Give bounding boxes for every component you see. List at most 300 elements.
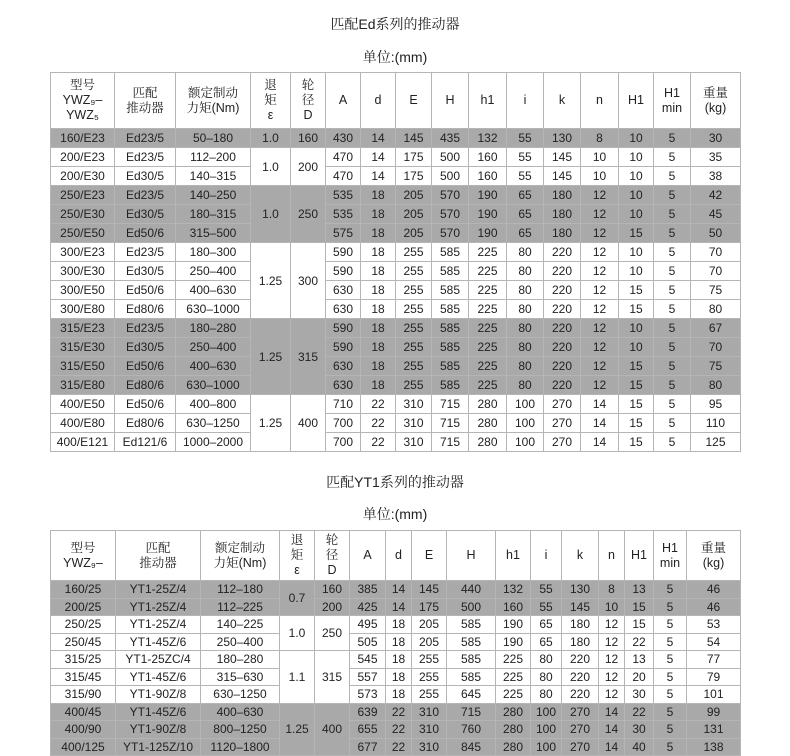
cell-n: 10 <box>581 167 619 186</box>
cell-model: 315/E50 <box>51 357 115 376</box>
cell-k: 180 <box>562 633 599 651</box>
cell-H: 585 <box>432 338 469 357</box>
cell-actuator: Ed50/6 <box>115 281 176 300</box>
cell-h1: 190 <box>469 205 507 224</box>
cell-k: 220 <box>544 357 581 376</box>
cell-H1: 10 <box>619 262 654 281</box>
cell-actuator: Ed30/5 <box>115 338 176 357</box>
cell-E: 310 <box>396 414 432 433</box>
cell-torque: 112–180 <box>201 581 280 599</box>
table-row <box>51 633 741 651</box>
cell-H: 715 <box>432 395 469 414</box>
cell-i: 100 <box>531 721 562 739</box>
cell-i: 80 <box>507 300 544 319</box>
cell-model: 315/E23 <box>51 319 115 338</box>
header-E: E <box>412 531 447 581</box>
cell-i: 65 <box>507 186 544 205</box>
cell-i: 55 <box>531 598 562 616</box>
header-D: 轮 径 D <box>291 73 326 129</box>
cell-H1: 22 <box>625 633 654 651</box>
cell-k: 220 <box>544 376 581 395</box>
cell-k: 270 <box>562 721 599 739</box>
cell-weight: 30 <box>691 129 741 148</box>
cell-i: 80 <box>507 262 544 281</box>
header-actuator: 匹配 推动器 <box>115 73 176 129</box>
cell-weight: 75 <box>691 281 741 300</box>
cell-weight: 70 <box>691 338 741 357</box>
cell-i: 55 <box>507 129 544 148</box>
cell-actuator: Ed50/6 <box>115 395 176 414</box>
cell-h1: 225 <box>469 376 507 395</box>
ed-actuator-spec-table <box>50 72 741 452</box>
cell-n: 12 <box>581 205 619 224</box>
cell-i: 80 <box>507 319 544 338</box>
cell-model: 200/E30 <box>51 167 115 186</box>
table-row <box>51 395 741 414</box>
cell-k: 145 <box>544 167 581 186</box>
cell-torque: 400–800 <box>176 395 251 414</box>
cell-D: 160 <box>315 581 350 599</box>
cell-actuator: Ed23/5 <box>115 148 176 167</box>
cell-k: 145 <box>562 598 599 616</box>
cell-k: 130 <box>562 581 599 599</box>
cell-weight: 79 <box>687 668 741 686</box>
cell-d: 18 <box>361 205 396 224</box>
cell-torque: 140–315 <box>176 167 251 186</box>
cell-H1: 40 <box>625 738 654 756</box>
cell-weight: 50 <box>691 224 741 243</box>
table-row <box>51 581 741 599</box>
cell-weight: 67 <box>691 319 741 338</box>
cell-H1-min: 5 <box>654 338 691 357</box>
cell-H1-min: 5 <box>654 224 691 243</box>
cell-torque: 315–630 <box>201 668 280 686</box>
cell-A: 630 <box>326 357 361 376</box>
cell-torque: 140–225 <box>201 616 280 634</box>
cell-H: 585 <box>432 319 469 338</box>
cell-model: 315/45 <box>51 668 116 686</box>
cell-k: 220 <box>544 243 581 262</box>
header-model: 型号 YWZ₉– <box>51 531 116 581</box>
cell-H1-min: 5 <box>654 281 691 300</box>
cell-h1: 225 <box>469 319 507 338</box>
cell-h1: 280 <box>469 395 507 414</box>
cell-H1: 22 <box>625 703 654 721</box>
cell-E: 255 <box>396 243 432 262</box>
cell-h1: 225 <box>469 300 507 319</box>
cell-h1: 132 <box>496 581 531 599</box>
cell-E: 175 <box>396 167 432 186</box>
cell-A: 630 <box>326 300 361 319</box>
cell-d: 14 <box>386 581 412 599</box>
cell-H: 585 <box>432 357 469 376</box>
cell-H1-min: 5 <box>654 186 691 205</box>
cell-torque: 630–1250 <box>201 686 280 704</box>
cell-actuator: Ed30/5 <box>115 205 176 224</box>
cell-i: 65 <box>531 633 562 651</box>
cell-D: 315 <box>315 651 350 704</box>
cell-D: 400 <box>291 395 326 452</box>
cell-actuator: YT1-25Z/4 <box>116 616 201 634</box>
cell-k: 270 <box>562 703 599 721</box>
cell-i: 80 <box>531 668 562 686</box>
cell-H1: 30 <box>625 686 654 704</box>
cell-h1: 160 <box>496 598 531 616</box>
cell-n: 12 <box>581 357 619 376</box>
cell-model: 300/E23 <box>51 243 115 262</box>
header-n: n <box>599 531 625 581</box>
header-D: 轮 径 D <box>315 531 350 581</box>
cell-E: 205 <box>412 633 447 651</box>
cell-k: 220 <box>562 668 599 686</box>
cell-eps: 1.0 <box>251 148 291 186</box>
cell-weight: 101 <box>687 686 741 704</box>
table-row <box>51 616 741 634</box>
cell-E: 310 <box>396 433 432 452</box>
cell-k: 220 <box>544 319 581 338</box>
header-A: A <box>326 73 361 129</box>
cell-H: 435 <box>432 129 469 148</box>
cell-weight: 70 <box>691 262 741 281</box>
cell-A: 545 <box>350 651 386 669</box>
cell-h1: 225 <box>469 281 507 300</box>
cell-weight: 75 <box>691 357 741 376</box>
cell-weight: 46 <box>687 598 741 616</box>
cell-i: 80 <box>507 281 544 300</box>
cell-n: 8 <box>599 581 625 599</box>
cell-E: 310 <box>396 395 432 414</box>
cell-k: 180 <box>562 616 599 634</box>
cell-actuator: Ed30/5 <box>115 262 176 281</box>
cell-eps: 1.25 <box>280 703 315 756</box>
cell-A: 470 <box>326 167 361 186</box>
header-row <box>51 73 741 129</box>
table-row <box>51 686 741 704</box>
cell-H: 585 <box>432 262 469 281</box>
cell-H: 845 <box>447 738 496 756</box>
cell-H: 440 <box>447 581 496 599</box>
cell-i: 80 <box>531 651 562 669</box>
header-eps: 退 矩 ε <box>251 73 291 129</box>
cell-actuator: Ed121/6 <box>115 433 176 452</box>
cell-i: 55 <box>507 148 544 167</box>
cell-k: 220 <box>544 300 581 319</box>
cell-k: 130 <box>544 129 581 148</box>
cell-H1-min: 5 <box>654 703 687 721</box>
cell-E: 205 <box>412 616 447 634</box>
cell-eps: 1.0 <box>251 129 291 148</box>
cell-H1: 10 <box>619 186 654 205</box>
cell-H1-min: 5 <box>654 738 687 756</box>
cell-actuator: YT1-45Z/6 <box>116 703 201 721</box>
cell-A: 639 <box>350 703 386 721</box>
cell-weight: 35 <box>691 148 741 167</box>
cell-H: 645 <box>447 686 496 704</box>
cell-n: 14 <box>599 721 625 739</box>
cell-H: 585 <box>432 300 469 319</box>
cell-A: 590 <box>326 262 361 281</box>
cell-A: 590 <box>326 338 361 357</box>
cell-h1: 280 <box>469 433 507 452</box>
table-row <box>51 721 741 739</box>
cell-A: 495 <box>350 616 386 634</box>
table-row <box>51 651 741 669</box>
header-H1: H1 <box>625 531 654 581</box>
cell-H1: 10 <box>619 338 654 357</box>
cell-i: 100 <box>531 738 562 756</box>
header-actuator: 匹配 推动器 <box>116 531 201 581</box>
cell-k: 220 <box>544 281 581 300</box>
header-i: i <box>531 531 562 581</box>
yt1-actuator-spec-table <box>50 530 741 756</box>
cell-n: 12 <box>599 633 625 651</box>
cell-H1: 13 <box>625 581 654 599</box>
cell-H1-min: 5 <box>654 357 691 376</box>
cell-model: 200/25 <box>51 598 116 616</box>
cell-H1-min: 5 <box>654 300 691 319</box>
cell-actuator: Ed80/6 <box>115 376 176 395</box>
cell-d: 18 <box>361 186 396 205</box>
cell-torque: 630–1000 <box>176 300 251 319</box>
cell-model: 250/E50 <box>51 224 115 243</box>
cell-torque: 50–180 <box>176 129 251 148</box>
cell-h1: 225 <box>469 357 507 376</box>
cell-torque: 315–500 <box>176 224 251 243</box>
cell-H: 715 <box>432 414 469 433</box>
header-A: A <box>350 531 386 581</box>
cell-H: 585 <box>447 651 496 669</box>
cell-H: 585 <box>447 633 496 651</box>
cell-torque: 180–280 <box>176 319 251 338</box>
cell-d: 14 <box>386 598 412 616</box>
header-H: H <box>447 531 496 581</box>
cell-weight: 110 <box>691 414 741 433</box>
cell-k: 270 <box>544 395 581 414</box>
cell-model: 400/125 <box>51 738 116 756</box>
cell-model: 200/E23 <box>51 148 115 167</box>
cell-torque: 1000–2000 <box>176 433 251 452</box>
cell-H1-min: 5 <box>654 129 691 148</box>
cell-model: 250/45 <box>51 633 116 651</box>
cell-d: 18 <box>361 224 396 243</box>
header-eps: 退 矩 ε <box>280 531 315 581</box>
table-row <box>51 243 741 262</box>
cell-torque: 250–400 <box>176 262 251 281</box>
cell-H1: 15 <box>619 224 654 243</box>
cell-E: 255 <box>412 686 447 704</box>
table-row <box>51 319 741 338</box>
cell-E: 175 <box>396 148 432 167</box>
cell-weight: 38 <box>691 167 741 186</box>
cell-d: 18 <box>386 686 412 704</box>
cell-n: 14 <box>581 414 619 433</box>
cell-h1: 132 <box>469 129 507 148</box>
cell-d: 22 <box>361 395 396 414</box>
cell-E: 310 <box>412 721 447 739</box>
cell-E: 255 <box>396 281 432 300</box>
cell-E: 145 <box>412 581 447 599</box>
cell-E: 145 <box>396 129 432 148</box>
cell-k: 220 <box>544 262 581 281</box>
cell-i: 100 <box>507 414 544 433</box>
cell-n: 14 <box>581 433 619 452</box>
cell-D: 250 <box>291 186 326 243</box>
header-H1-min: H1 min <box>654 531 687 581</box>
cell-k: 180 <box>544 186 581 205</box>
cell-h1: 280 <box>469 414 507 433</box>
cell-H1-min: 5 <box>654 581 687 599</box>
cell-H1-min: 5 <box>654 262 691 281</box>
cell-E: 255 <box>396 319 432 338</box>
cell-i: 80 <box>507 338 544 357</box>
cell-D: 200 <box>315 598 350 616</box>
cell-H1: 30 <box>625 721 654 739</box>
cell-A: 505 <box>350 633 386 651</box>
cell-E: 310 <box>412 738 447 756</box>
cell-d: 18 <box>361 281 396 300</box>
table-row <box>51 148 741 167</box>
cell-i: 80 <box>507 243 544 262</box>
cell-A: 535 <box>326 205 361 224</box>
cell-h1: 280 <box>496 721 531 739</box>
cell-d: 18 <box>386 651 412 669</box>
header-model: 型号 YWZ₉– YWZ₅ <box>51 73 115 129</box>
cell-d: 18 <box>361 357 396 376</box>
cell-model: 300/E30 <box>51 262 115 281</box>
cell-H: 500 <box>447 598 496 616</box>
cell-d: 22 <box>386 738 412 756</box>
cell-i: 100 <box>531 703 562 721</box>
cell-model: 300/E50 <box>51 281 115 300</box>
cell-eps: 1.25 <box>251 395 291 452</box>
cell-n: 12 <box>581 186 619 205</box>
cell-k: 270 <box>544 433 581 452</box>
cell-n: 14 <box>599 703 625 721</box>
cell-A: 700 <box>326 414 361 433</box>
cell-H: 585 <box>432 281 469 300</box>
cell-H1-min: 5 <box>654 148 691 167</box>
cell-h1: 225 <box>496 686 531 704</box>
cell-H1-min: 5 <box>654 651 687 669</box>
cell-H1-min: 5 <box>654 414 691 433</box>
cell-i: 55 <box>531 581 562 599</box>
cell-torque: 400–630 <box>201 703 280 721</box>
cell-weight: 42 <box>691 186 741 205</box>
cell-D: 250 <box>315 616 350 651</box>
cell-H: 585 <box>432 376 469 395</box>
cell-H: 585 <box>447 616 496 634</box>
cell-torque: 630–1000 <box>176 376 251 395</box>
cell-d: 22 <box>386 703 412 721</box>
cell-i: 80 <box>531 686 562 704</box>
cell-n: 12 <box>581 224 619 243</box>
cell-E: 205 <box>396 205 432 224</box>
cell-model: 250/E30 <box>51 205 115 224</box>
cell-h1: 190 <box>496 633 531 651</box>
cell-torque: 800–1250 <box>201 721 280 739</box>
cell-model: 400/45 <box>51 703 116 721</box>
cell-weight: 80 <box>691 376 741 395</box>
header-h1: h1 <box>469 73 507 129</box>
cell-H1-min: 5 <box>654 616 687 634</box>
cell-H1: 15 <box>619 376 654 395</box>
cell-E: 255 <box>396 357 432 376</box>
cell-actuator: Ed50/6 <box>115 357 176 376</box>
cell-n: 8 <box>581 129 619 148</box>
cell-E: 255 <box>396 262 432 281</box>
cell-weight: 46 <box>687 581 741 599</box>
cell-actuator: Ed80/6 <box>115 414 176 433</box>
cell-n: 12 <box>581 281 619 300</box>
cell-H1: 15 <box>619 433 654 452</box>
cell-A: 575 <box>326 224 361 243</box>
cell-model: 300/E80 <box>51 300 115 319</box>
cell-weight: 125 <box>691 433 741 452</box>
cell-E: 255 <box>412 651 447 669</box>
cell-d: 18 <box>386 633 412 651</box>
cell-H: 585 <box>432 243 469 262</box>
section2-unit: 单位:(mm) <box>362 506 428 522</box>
cell-E: 310 <box>412 703 447 721</box>
cell-torque: 400–630 <box>176 281 251 300</box>
cell-H1-min: 5 <box>654 205 691 224</box>
cell-k: 180 <box>544 224 581 243</box>
header-d: d <box>386 531 412 581</box>
cell-D: 400 <box>315 703 350 756</box>
cell-h1: 225 <box>469 338 507 357</box>
cell-A: 630 <box>326 376 361 395</box>
cell-weight: 53 <box>687 616 741 634</box>
header-H1: H1 <box>619 73 654 129</box>
cell-actuator: YT1-45Z/6 <box>116 668 201 686</box>
cell-D: 200 <box>291 148 326 186</box>
cell-actuator: Ed23/5 <box>115 243 176 262</box>
cell-H1-min: 5 <box>654 433 691 452</box>
cell-H1-min: 5 <box>654 243 691 262</box>
table-row <box>51 224 741 243</box>
cell-actuator: Ed80/6 <box>115 300 176 319</box>
cell-d: 22 <box>361 433 396 452</box>
cell-model: 315/90 <box>51 686 116 704</box>
cell-A: 590 <box>326 319 361 338</box>
cell-h1: 190 <box>496 616 531 634</box>
cell-eps: 0.7 <box>280 581 315 616</box>
table-row <box>51 338 741 357</box>
cell-weight: 138 <box>687 738 741 756</box>
cell-A: 535 <box>326 186 361 205</box>
cell-weight: 54 <box>687 633 741 651</box>
cell-i: 55 <box>507 167 544 186</box>
cell-model: 315/E80 <box>51 376 115 395</box>
cell-d: 22 <box>386 721 412 739</box>
cell-i: 80 <box>507 357 544 376</box>
cell-k: 145 <box>544 148 581 167</box>
cell-d: 22 <box>361 414 396 433</box>
cell-actuator: Ed23/5 <box>115 129 176 148</box>
cell-i: 100 <box>507 395 544 414</box>
cell-A: 630 <box>326 281 361 300</box>
header-k: k <box>562 531 599 581</box>
header-h1: h1 <box>496 531 531 581</box>
table-row <box>51 357 741 376</box>
header-weight: 重量 (kg) <box>691 73 741 129</box>
table-row <box>51 433 741 452</box>
table-row <box>51 205 741 224</box>
table-row <box>51 668 741 686</box>
cell-n: 12 <box>581 300 619 319</box>
cell-model: 160/25 <box>51 581 116 599</box>
cell-n: 12 <box>581 376 619 395</box>
